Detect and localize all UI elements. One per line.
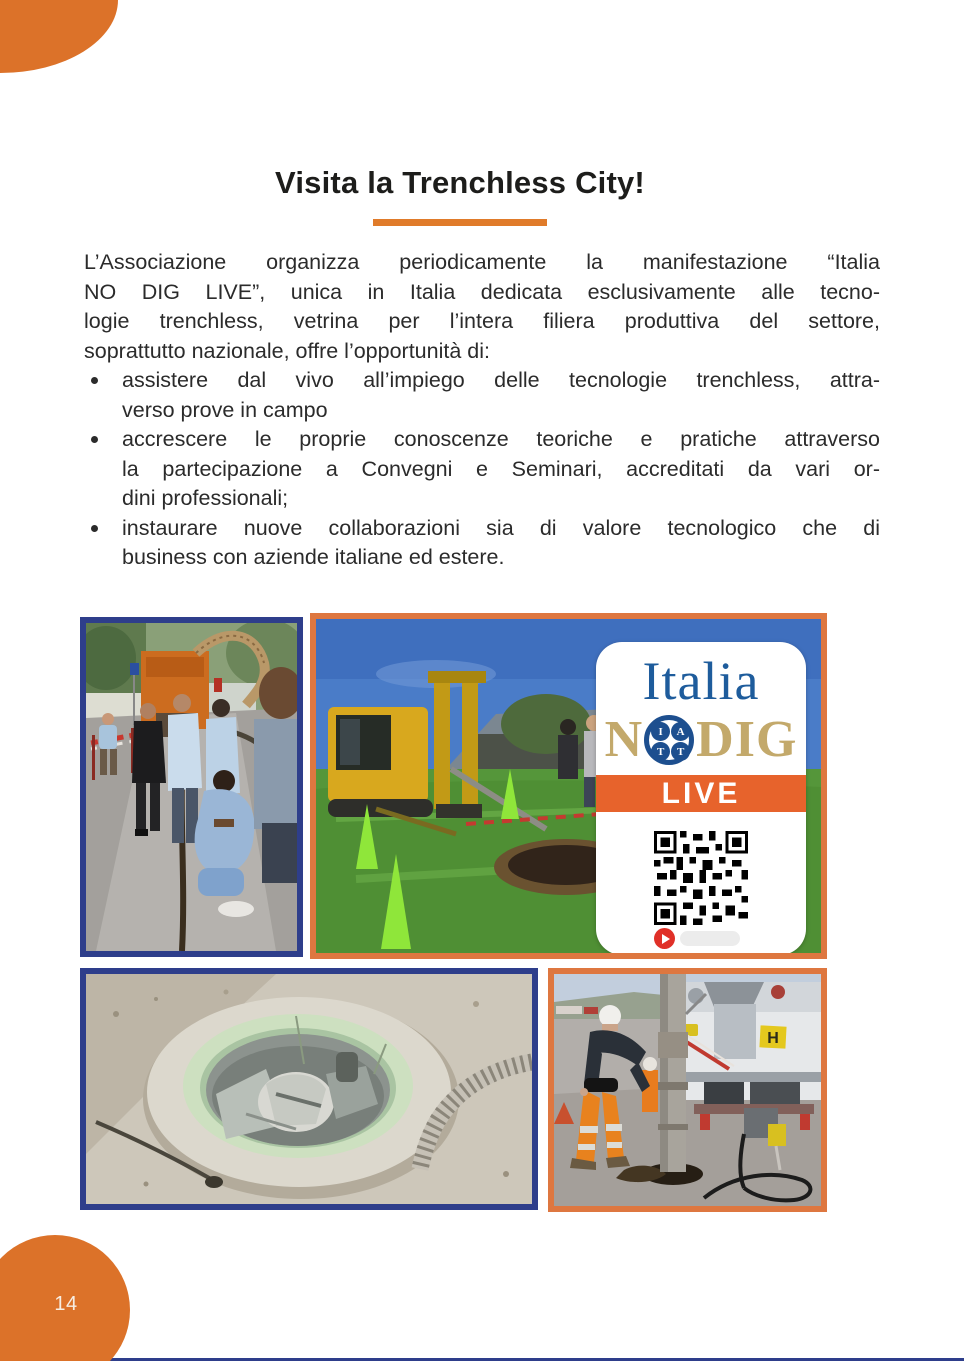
- iatt-logo-icon: [644, 715, 694, 765]
- brand-italia: Italia: [642, 651, 760, 711]
- list-item: [84, 425, 880, 514]
- intro-paragraph: [84, 248, 880, 366]
- photo-worker-truck: [548, 968, 827, 1212]
- bullet-line: verso prove in campo: [122, 397, 328, 422]
- manhole-illustration: [86, 974, 532, 1204]
- title-underline: [373, 219, 547, 226]
- street-demo-illustration: [86, 623, 297, 951]
- bullet-icon: [84, 514, 122, 573]
- iatt-letter: I: [651, 722, 670, 741]
- corner-decoration: [0, 0, 118, 73]
- iatt-letter: T: [671, 742, 690, 761]
- qr-code-icon: [654, 831, 748, 925]
- bullet-line: instaurare nuove collaborazioni sia di valore tecnologico che di: [122, 515, 880, 540]
- bullet-icon: [84, 366, 122, 425]
- bullet-line: accrescere le proprie conoscenze teoriche e pratiche attraverso: [122, 427, 880, 451]
- bullet-text: [122, 425, 880, 514]
- bullet-line: assistere dal vivo all’impiego delle tecnologie trenchless, attra-: [122, 368, 880, 392]
- iatt-letter: A: [671, 722, 690, 741]
- page-title: Visita la Trenchless City!: [275, 165, 645, 200]
- play-button-icon[interactable]: [654, 928, 675, 949]
- bullet-list: [84, 366, 880, 573]
- list-item: [84, 514, 880, 573]
- page-number-badge: [0, 1235, 130, 1361]
- bullet-text: [122, 514, 880, 573]
- photo-street-demo: [80, 617, 303, 957]
- video-row: [654, 928, 806, 949]
- bullet-line: la partecipazione a Convegni e Seminari, accreditati da vari or-: [122, 456, 880, 481]
- iatt-letter: T: [651, 742, 670, 761]
- worker-truck-illustration: [554, 974, 821, 1206]
- brand-dig-letters: DIG: [696, 711, 798, 768]
- photo-field-demo: [310, 613, 827, 959]
- intro-line: soprattutto nazionale, offre l’opportunità di:: [84, 338, 490, 363]
- brand-nodig-row: [596, 710, 806, 770]
- list-item: [84, 366, 880, 425]
- intro-line: L’Associazione organizza periodicamente la manifestazione “Italia: [84, 250, 880, 274]
- title-block: [84, 160, 880, 226]
- brand-no-letter: N: [604, 711, 643, 768]
- intro-line: NO DIG LIVE”, unica in Italia dedicata esclusivamente alle tecno-: [84, 279, 880, 304]
- truck-h-sign: H: [767, 1030, 779, 1047]
- page-number: 14: [54, 1292, 78, 1315]
- bullet-line: business con aziende italiane ed estere.: [122, 545, 505, 569]
- live-banner: [596, 775, 806, 812]
- bullet-icon: [84, 425, 122, 514]
- qr-code: [654, 831, 748, 925]
- text-column: [84, 160, 880, 573]
- video-progress-pill: [680, 931, 740, 946]
- intro-line: logie trenchless, vetrina per l’intera filiera produttiva del settore,: [84, 309, 880, 333]
- live-label: LIVE: [661, 776, 741, 810]
- photo-manhole: [80, 968, 538, 1210]
- bullet-line: dini professionali;: [122, 486, 289, 510]
- italia-nodig-live-badge: [596, 642, 806, 955]
- bullet-text: [122, 366, 880, 425]
